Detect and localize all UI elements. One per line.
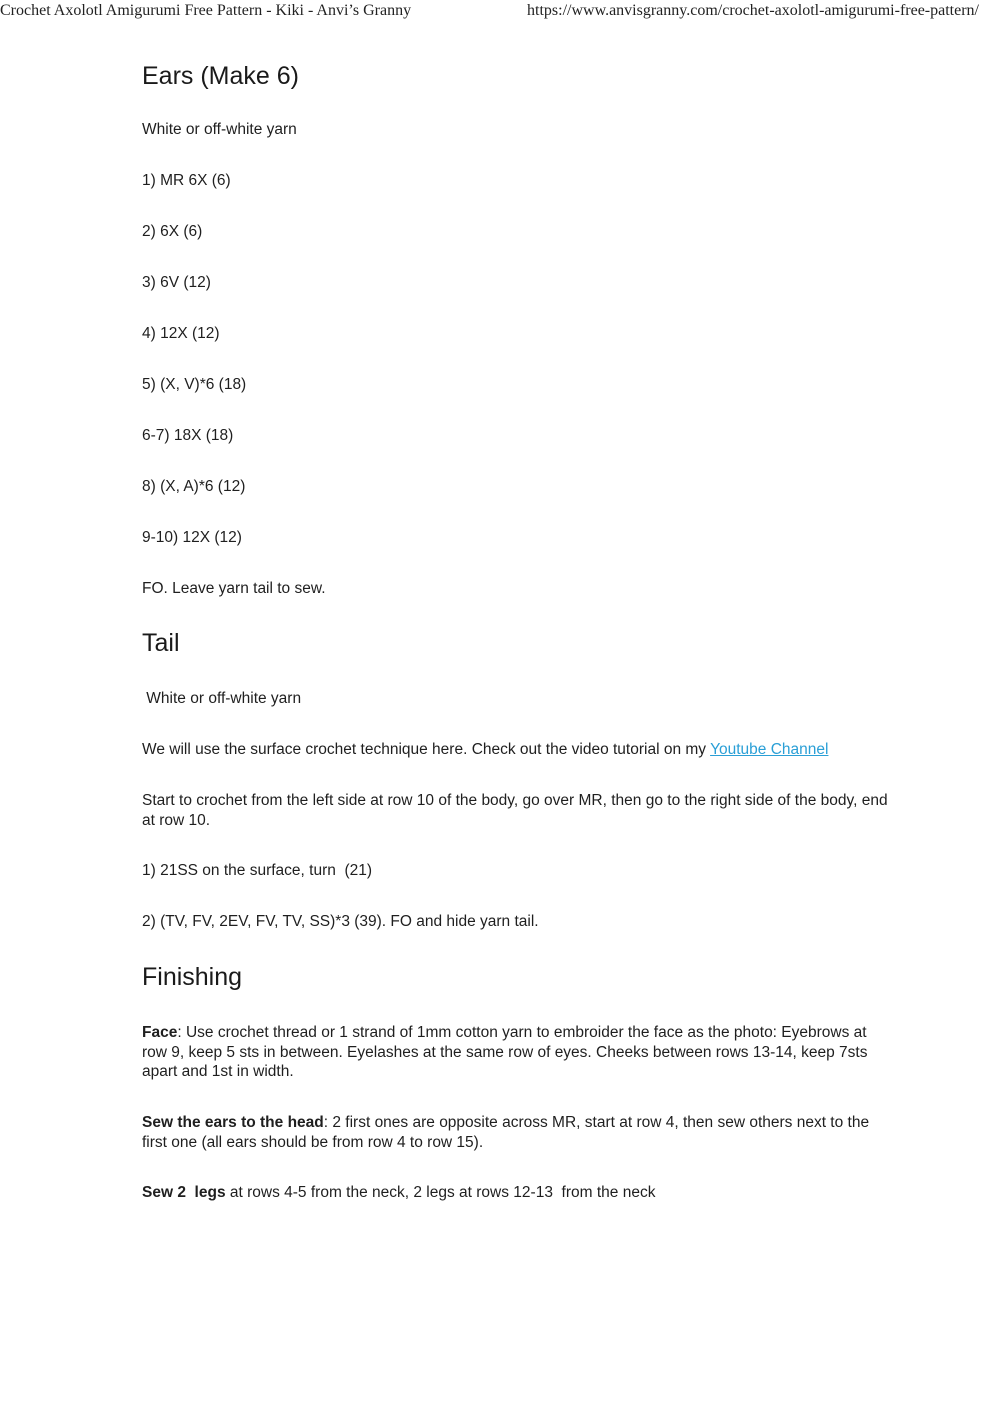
ears-round: 3) 6V (12) [142, 274, 211, 291]
ears-round: 1) MR 6X (6) [142, 172, 231, 189]
ears-round: 9-10) 12X (12) [142, 529, 242, 546]
ears-round: 2) 6X (6) [142, 223, 203, 240]
tail-round: 1) 21SS on the surface, turn (21) [142, 862, 373, 879]
ears-round: 4) 12X (12) [142, 325, 220, 342]
print-header-url: https://www.anvisgranny.com/crochet-axolotl-amigurumi-free-pattern/ [527, 2, 979, 19]
finishing-legs [142, 1183, 655, 1203]
face-label: Face [142, 1024, 178, 1041]
tail-start-instructions: Start to crochet from the left side at row 10 of the body, go over MR, then go to the right side of the body, end at row 10. [142, 792, 888, 829]
tail-round: 2) (TV, FV, 2EV, FV, TV, SS)*3 (39). FO and hide yarn tail. [142, 913, 539, 930]
ears-yarn: White or off-white yarn [142, 121, 297, 138]
sew-ears-text: : 2 first ones are opposite across MR, start at row 4, then sew others next to the first one (all ears should be from row 4 to row 15). [142, 1114, 870, 1151]
sew-legs-text: at rows 4-5 from the neck, 2 legs at rows 12-13 from the neck [225, 1184, 656, 1201]
tail-heading: Tail [142, 629, 180, 657]
face-text: : Use crochet thread or 1 strand of 1mm cotton yarn to embroider the face as the photo: Eyebrows at row 9, keep 5 sts in between. Eyelashes at the same row of eyes. Cheeks between rows 13-14, keep 7sts apart and 1st in width. [142, 1024, 868, 1080]
tail-yarn: White or off-white yarn [142, 690, 302, 707]
youtube-channel-link[interactable]: Youtube Channel [710, 741, 829, 758]
print-header [0, 0, 1000, 24]
sew-ears-label: Sew the ears to the head [142, 1114, 324, 1131]
sew-legs-label: Sew 2 legs [142, 1184, 226, 1201]
ears-heading: Ears (Make 6) [142, 62, 299, 90]
ears-round: 6-7) 18X (18) [142, 427, 234, 444]
ears-finish: FO. Leave yarn tail to sew. [142, 580, 326, 597]
finishing-heading: Finishing [142, 963, 243, 991]
ears-round: 5) (X, V)*6 (18) [142, 376, 247, 393]
ears-round: 8) (X, A)*6 (12) [142, 478, 246, 495]
print-header-title: Crochet Axolotl Amigurumi Free Pattern - Kiki - Anvi’s Granny [0, 2, 412, 19]
finishing-ears [142, 1113, 892, 1152]
tail-technique-text: We will use the surface crochet technique here. Check out the video tutorial on my [142, 741, 711, 758]
tail-technique [142, 740, 828, 760]
finishing-face [142, 1023, 892, 1082]
